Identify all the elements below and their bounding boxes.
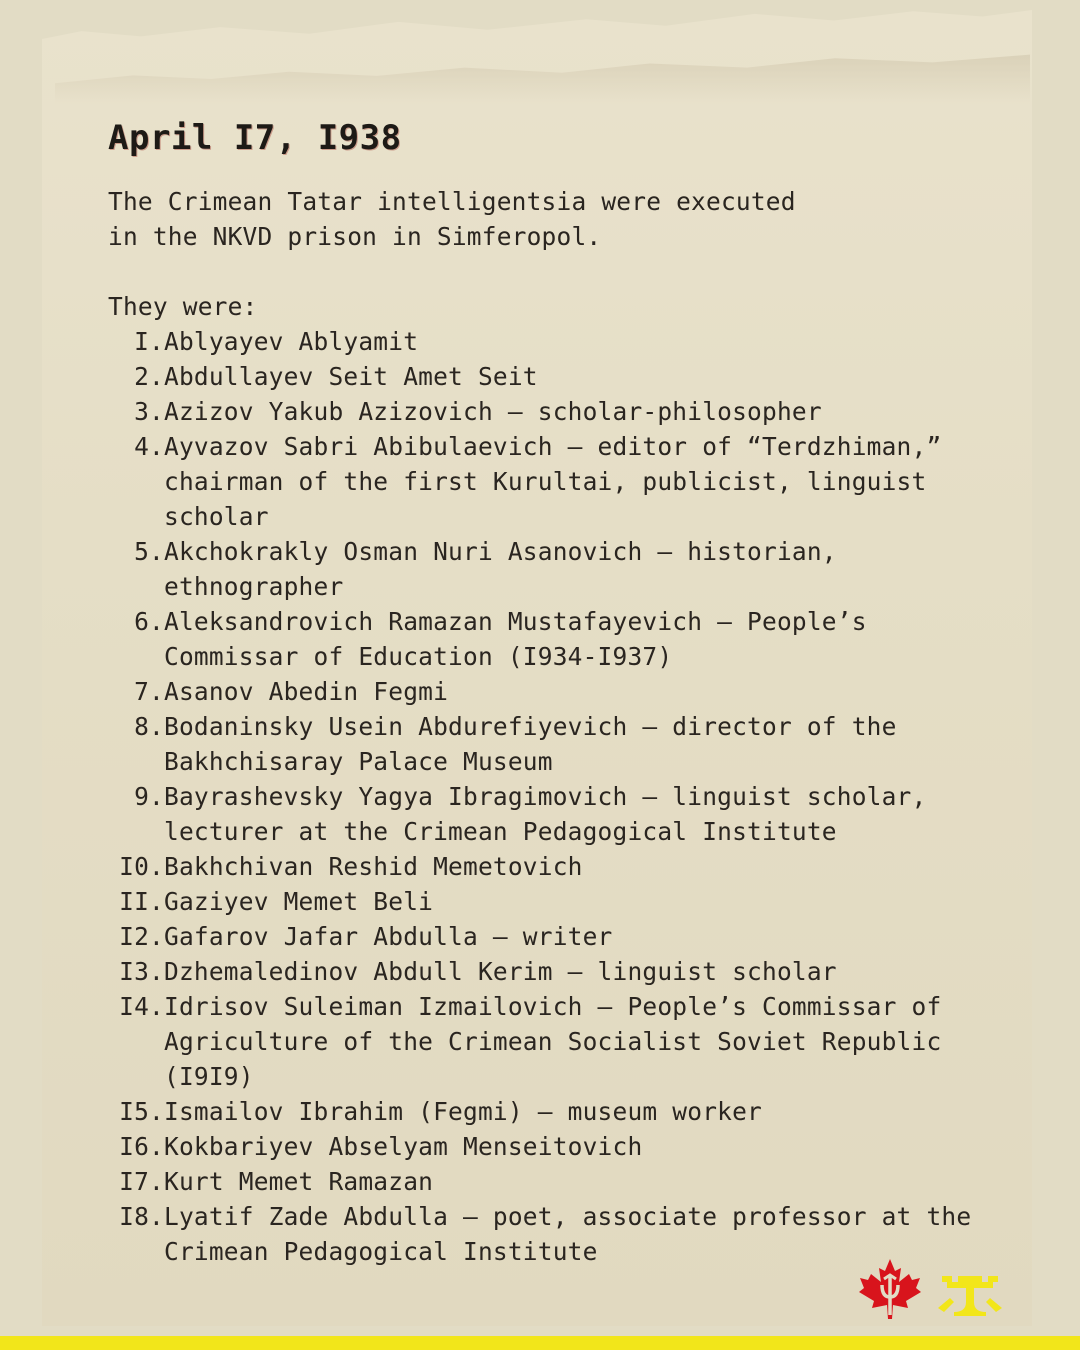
list-item-text: Gafarov Jafar Abdulla – writer — [164, 922, 613, 951]
list-item-number: 8. — [134, 712, 164, 741]
list-item-number: 9. — [134, 782, 164, 811]
list-item — [108, 779, 1008, 849]
list-item-number: I5. — [119, 1097, 164, 1126]
list-item-number: I0. — [119, 852, 164, 881]
list-item-number: 7. — [134, 677, 164, 706]
list-item-text: Bakhchivan Reshid Memetovich — [164, 852, 583, 881]
list-item — [108, 1164, 1008, 1199]
list-item-text: Aleksandrovich Ramazan Mustafayevich – People’s Commissar of Education (I934-I937) — [164, 607, 867, 671]
list-item — [108, 1094, 1008, 1129]
list-item-text: Asanov Abedin Fegmi — [164, 677, 449, 706]
list-item — [108, 534, 1008, 604]
list-item-text: Ayvazov Sabri Abibulaevich – editor of “Terdzhiman,” chairman of the first Kurultai, publicist, linguist scholar — [164, 432, 942, 531]
document-body — [108, 112, 1008, 1269]
list-item-number: I4. — [119, 992, 164, 1021]
list-item-text: Azizov Yakub Azizovich – scholar-philosopher — [164, 397, 822, 426]
bottom-accent-bar — [0, 1336, 1080, 1350]
list-item-text: Lyatif Zade Abdulla – poet, associate professor at the Crimean Pedagogical Institute — [164, 1202, 972, 1266]
list-item — [108, 394, 1008, 429]
list-item-number: 2. — [134, 362, 164, 391]
tamga-icon — [936, 1262, 1004, 1318]
list-item-text: Bodaninsky Usein Abdurefiyevich – director of the Bakhchisaray Palace Museum — [164, 712, 897, 776]
list-item — [108, 429, 1008, 534]
list-item — [108, 604, 1008, 674]
list-item-number: I3. — [119, 957, 164, 986]
list-item-text: Ismailov Ibrahim (Fegmi) – museum worker — [164, 1097, 763, 1126]
list-item-number: 3. — [134, 397, 164, 426]
list-item-text: Bayrashevsky Yagya Ibragimovich – linguist scholar, lecturer at the Crimean Pedagogical Institute — [164, 782, 927, 846]
maple-leaf-tamga-icon — [858, 1257, 922, 1323]
list-item-number: I7. — [119, 1167, 164, 1196]
list-item — [108, 674, 1008, 709]
list-item — [108, 324, 1008, 359]
list-item — [108, 359, 1008, 394]
list-item-text: Kokbariyev Abselyam Menseitovich — [164, 1132, 643, 1161]
list-item-text: Idrisov Suleiman Izmailovich – People’s Commissar of Agriculture of the Crimean Socialist Soviet Republic (I9I9) — [164, 992, 942, 1091]
list-item-text: Kurt Memet Ramazan — [164, 1167, 434, 1196]
list-item — [108, 884, 1008, 919]
list-item-number: I6. — [119, 1132, 164, 1161]
list-item-text: Gaziyev Memet Beli — [164, 887, 434, 916]
list-item-text: Ablyayev Ablyamit — [164, 327, 419, 356]
list-item-number: I2. — [119, 922, 164, 951]
logos — [858, 1255, 1018, 1325]
list-item — [108, 849, 1008, 884]
list-item-number: II. — [119, 887, 164, 916]
list-item-number: 5. — [134, 537, 164, 566]
list-item — [108, 919, 1008, 954]
list-item-number: I. — [134, 327, 164, 356]
list-item — [108, 709, 1008, 779]
list-item — [108, 1129, 1008, 1164]
list-item-text: Abdullayev Seit Amet Seit — [164, 362, 538, 391]
list-item — [108, 989, 1008, 1094]
list-item — [108, 954, 1008, 989]
intro-paragraph: The Crimean Tatar intelligentsia were executed in the NKVD prison in Simferopol. — [108, 187, 796, 251]
list-lead: They were: — [108, 292, 258, 321]
list-item-text: Dzhemaledinov Abdull Kerim – linguist scholar — [164, 957, 837, 986]
page-title: April I7, I938 — [108, 118, 402, 158]
list-item-number: 4. — [134, 432, 164, 461]
list-item-text: Akchokrakly Osman Nuri Asanovich – historian, ethnographer — [164, 537, 837, 601]
victims-list — [108, 324, 1008, 1269]
list-item-number: I8. — [119, 1202, 164, 1231]
list-item-number: 6. — [134, 607, 164, 636]
